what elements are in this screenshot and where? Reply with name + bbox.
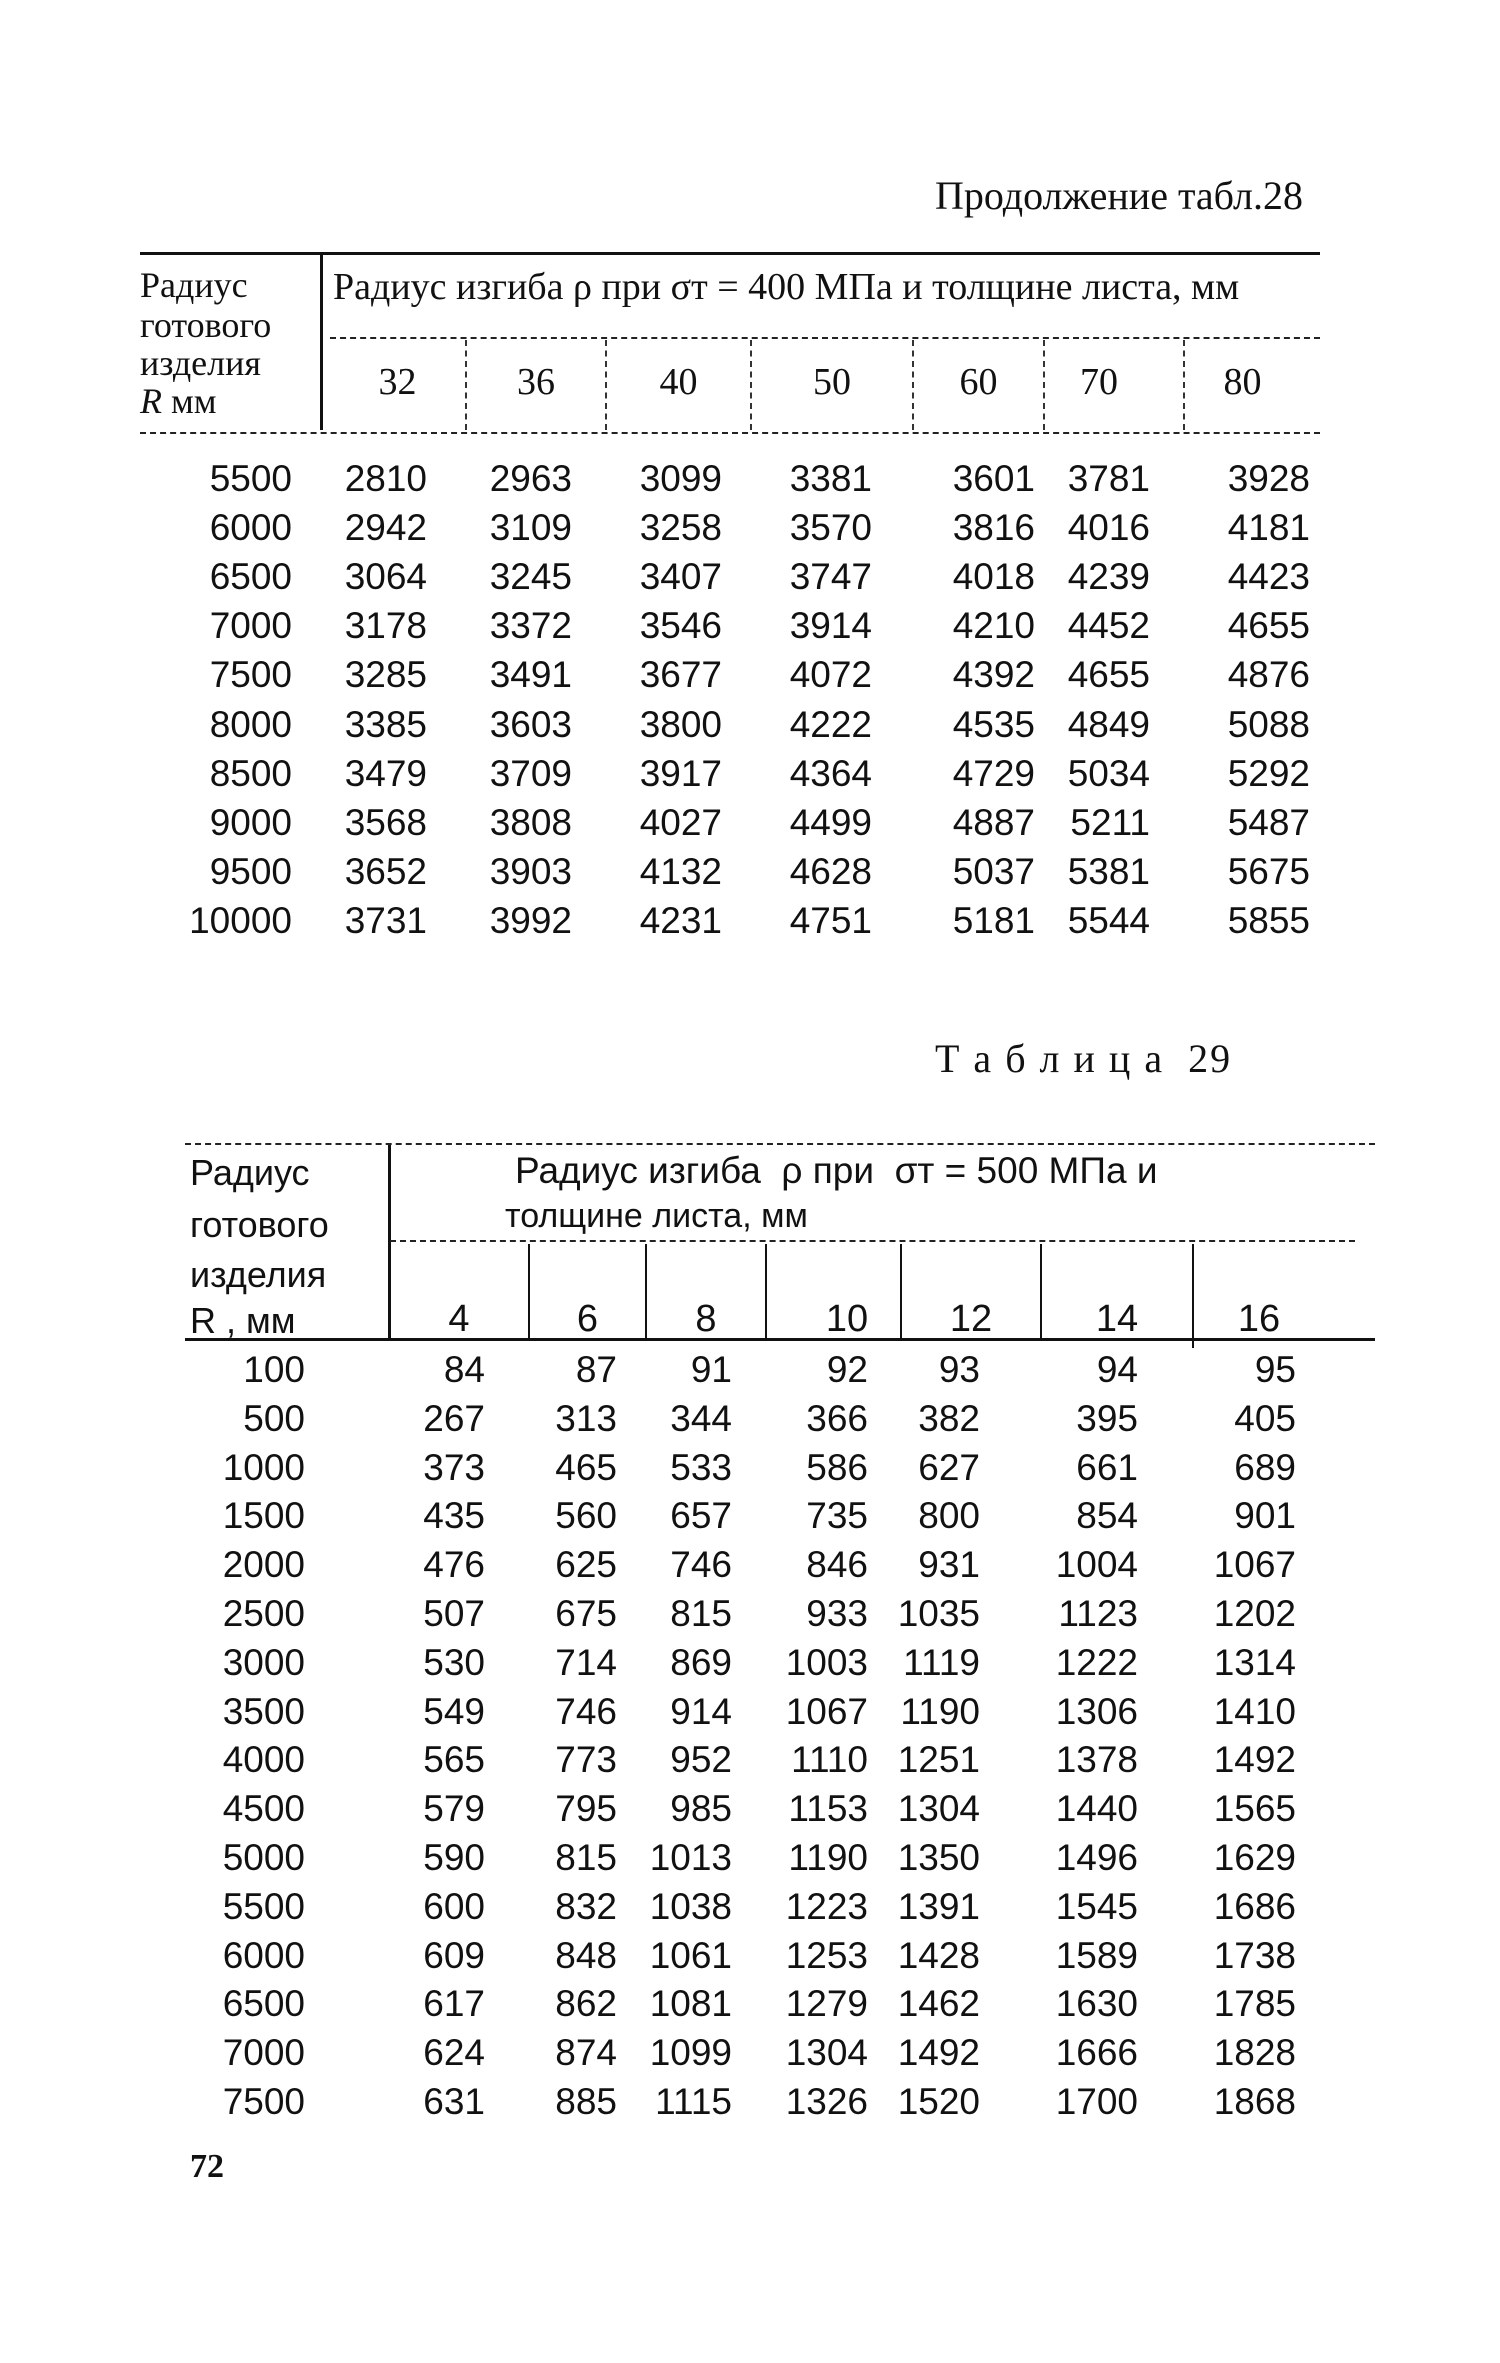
row-value-cell: 4364 bbox=[789, 752, 872, 794]
row-value-cell: 94 bbox=[1096, 1349, 1138, 1390]
row-value-cell: 5381 bbox=[1067, 850, 1150, 892]
row-value-cell: 5544 bbox=[1067, 899, 1150, 941]
row-value-cell: 586 bbox=[806, 1446, 868, 1488]
row-value-cell: 617 bbox=[423, 1983, 485, 2025]
thickness-header: 8 bbox=[695, 1298, 717, 1340]
row-value-cell: 1410 bbox=[1213, 1690, 1296, 1732]
row-value-cell: 1038 bbox=[649, 1885, 732, 1927]
row-value-cell: 1202 bbox=[1213, 1593, 1296, 1634]
row-value-cell: 91 bbox=[690, 1349, 732, 1390]
row-value-cell: 5034 bbox=[1067, 752, 1150, 794]
row-radius-cell: 2000 bbox=[222, 1544, 305, 1586]
row-value-cell: 2963 bbox=[489, 458, 572, 499]
row-value-cell: 1496 bbox=[1055, 1837, 1138, 1878]
continuation-caption: Продолжение табл.28 bbox=[935, 173, 1303, 218]
row-value-cell: 267 bbox=[423, 1397, 485, 1439]
row-value-cell: 3903 bbox=[489, 850, 572, 892]
row-value-cell: 3677 bbox=[639, 654, 722, 696]
row-value-cell: 4016 bbox=[1067, 507, 1150, 549]
row-value-cell: 84 bbox=[443, 1349, 485, 1390]
row-value-cell: 4239 bbox=[1067, 556, 1150, 598]
stub-header-line: Радиус bbox=[140, 265, 248, 305]
row-radius-cell: 8500 bbox=[209, 752, 292, 794]
row-value-cell: 1520 bbox=[897, 2081, 980, 2122]
row-radius-cell: 7500 bbox=[222, 2081, 305, 2122]
row-value-cell: 746 bbox=[555, 1690, 617, 1732]
row-value-cell: 4655 bbox=[1227, 605, 1310, 647]
page-number: 72 bbox=[190, 2148, 224, 2185]
row-value-cell: 4876 bbox=[1227, 654, 1310, 696]
row-value-cell: 3407 bbox=[639, 556, 722, 598]
row-value-cell: 1700 bbox=[1055, 2081, 1138, 2122]
row-value-cell: 5037 bbox=[952, 850, 1035, 892]
row-value-cell: 3709 bbox=[489, 752, 572, 794]
row-value-cell: 1013 bbox=[649, 1837, 732, 1878]
row-value-cell: 746 bbox=[670, 1544, 732, 1586]
row-value-cell: 689 bbox=[1234, 1446, 1296, 1488]
row-value-cell: 869 bbox=[670, 1641, 732, 1683]
row-value-cell: 4499 bbox=[789, 801, 872, 843]
row-radius-cell: 1000 bbox=[222, 1446, 305, 1488]
row-value-cell: 549 bbox=[423, 1690, 485, 1732]
row-value-cell: 874 bbox=[555, 2032, 617, 2074]
row-value-cell: 1391 bbox=[897, 1885, 980, 1927]
row-value-cell: 5675 bbox=[1227, 850, 1310, 892]
row-value-cell: 1119 bbox=[903, 1641, 980, 1683]
row-value-cell: 530 bbox=[423, 1641, 485, 1683]
thickness-header: 32 bbox=[378, 361, 417, 403]
row-value-cell: 1081 bbox=[649, 1983, 732, 2025]
row-value-cell: 631 bbox=[423, 2081, 485, 2122]
row-value-cell: 3258 bbox=[639, 507, 722, 549]
row-value-cell: 4751 bbox=[789, 899, 872, 941]
row-value-cell: 3992 bbox=[489, 899, 572, 941]
stub-header-line: Радиус bbox=[190, 1152, 310, 1193]
row-value-cell: 3800 bbox=[639, 703, 722, 745]
row-value-cell: 795 bbox=[555, 1788, 617, 1830]
header-bottom-rule bbox=[140, 432, 1320, 434]
row-value-cell: 3928 bbox=[1227, 458, 1310, 499]
row-value-cell: 815 bbox=[555, 1837, 617, 1878]
row-value-cell: 5487 bbox=[1227, 801, 1310, 843]
row-value-cell: 4222 bbox=[789, 703, 872, 745]
row-value-cell: 1350 bbox=[897, 1837, 980, 1878]
row-value-cell: 1630 bbox=[1055, 1983, 1138, 2025]
row-value-cell: 4423 bbox=[1227, 556, 1310, 598]
row-value-cell: 507 bbox=[423, 1593, 485, 1634]
row-radius-cell: 6500 bbox=[209, 556, 292, 598]
row-value-cell: 1428 bbox=[897, 1934, 980, 1976]
row-value-cell: 4210 bbox=[952, 605, 1035, 647]
row-value-cell: 4628 bbox=[789, 850, 872, 892]
row-value-cell: 1222 bbox=[1055, 1641, 1138, 1683]
row-value-cell: 1190 bbox=[900, 1690, 980, 1732]
row-value-cell: 3747 bbox=[789, 556, 872, 598]
row-value-cell: 4027 bbox=[639, 801, 722, 843]
row-value-cell: 5088 bbox=[1227, 703, 1310, 745]
thickness-header: 70 bbox=[1080, 361, 1118, 403]
row-value-cell: 476 bbox=[423, 1544, 485, 1586]
row-value-cell: 590 bbox=[423, 1837, 485, 1878]
row-value-cell: 3491 bbox=[489, 654, 572, 696]
row-value-cell: 3099 bbox=[639, 458, 722, 499]
radius-symbol: R bbox=[140, 381, 162, 421]
row-value-cell: 4018 bbox=[952, 556, 1035, 598]
row-value-cell: 4072 bbox=[789, 654, 872, 696]
row-radius-cell: 7500 bbox=[209, 654, 292, 696]
row-radius-cell: 3000 bbox=[222, 1641, 305, 1683]
table-top-rule bbox=[140, 252, 1320, 255]
row-value-cell: 627 bbox=[918, 1446, 980, 1488]
row-value-cell: 3546 bbox=[639, 605, 722, 647]
row-value-cell: 3808 bbox=[489, 801, 572, 843]
row-value-cell: 5855 bbox=[1227, 899, 1310, 941]
row-value-cell: 1153 bbox=[788, 1788, 868, 1830]
row-value-cell: 533 bbox=[670, 1446, 732, 1488]
row-value-cell: 675 bbox=[555, 1593, 617, 1634]
row-value-cell: 952 bbox=[670, 1739, 732, 1781]
row-value-cell: 5292 bbox=[1227, 752, 1310, 794]
row-value-cell: 3109 bbox=[489, 507, 572, 549]
row-value-cell: 1440 bbox=[1055, 1788, 1138, 1830]
row-value-cell: 1686 bbox=[1213, 1885, 1296, 1927]
row-value-cell: 1190 bbox=[788, 1837, 868, 1878]
thickness-header: 10 bbox=[825, 1298, 869, 1340]
row-radius-cell: 500 bbox=[243, 1397, 305, 1439]
row-value-cell: 624 bbox=[423, 2032, 485, 2074]
row-value-cell: 4132 bbox=[639, 850, 722, 892]
row-value-cell: 1666 bbox=[1055, 2032, 1138, 2074]
row-value-cell: 366 bbox=[806, 1397, 868, 1439]
table-top-rule bbox=[185, 1143, 1375, 1145]
row-radius-cell: 7000 bbox=[209, 605, 292, 647]
row-value-cell: 3372 bbox=[489, 605, 572, 647]
row-value-cell: 465 bbox=[555, 1446, 617, 1488]
stub-header-unit: R , мм bbox=[190, 1300, 296, 1341]
row-value-cell: 1004 bbox=[1055, 1544, 1138, 1586]
stub-divider bbox=[320, 252, 323, 430]
row-radius-cell: 6000 bbox=[209, 507, 292, 549]
row-value-cell: 93 bbox=[938, 1349, 980, 1390]
row-value-cell: 3603 bbox=[489, 703, 572, 745]
row-radius-cell: 7000 bbox=[222, 2032, 305, 2074]
row-value-cell: 3914 bbox=[789, 605, 872, 647]
row-value-cell: 1589 bbox=[1055, 1934, 1138, 1976]
row-value-cell: 735 bbox=[806, 1495, 868, 1537]
row-radius-cell: 2500 bbox=[222, 1593, 305, 1634]
row-value-cell: 1629 bbox=[1213, 1837, 1296, 1878]
thickness-header: 80 bbox=[1223, 361, 1262, 403]
row-value-cell: 5181 bbox=[952, 899, 1035, 941]
row-value-cell: 382 bbox=[918, 1397, 980, 1439]
stub-header-line: изделия bbox=[190, 1254, 327, 1295]
row-value-cell: 1003 bbox=[785, 1641, 868, 1683]
stub-header-line: изделия bbox=[140, 343, 261, 383]
row-value-cell: 901 bbox=[1234, 1495, 1296, 1537]
row-value-cell: 4181 bbox=[1227, 507, 1310, 549]
row-radius-cell: 5500 bbox=[209, 458, 292, 499]
row-radius-cell: 10000 bbox=[189, 899, 292, 941]
row-value-cell: 560 bbox=[555, 1495, 617, 1537]
thickness-header: 50 bbox=[813, 361, 851, 403]
row-value-cell: 885 bbox=[555, 2081, 617, 2122]
row-value-cell: 1223 bbox=[785, 1885, 868, 1927]
row-value-cell: 405 bbox=[1234, 1397, 1296, 1439]
stub-header-line: готового bbox=[190, 1204, 329, 1245]
row-value-cell: 714 bbox=[555, 1641, 617, 1683]
row-value-cell: 565 bbox=[423, 1739, 485, 1781]
row-radius-cell: 3500 bbox=[222, 1690, 305, 1732]
row-value-cell: 1279 bbox=[785, 1983, 868, 2025]
row-value-cell: 1492 bbox=[1213, 1739, 1296, 1781]
row-value-cell: 3601 bbox=[952, 458, 1035, 499]
row-value-cell: 4452 bbox=[1067, 605, 1150, 647]
row-radius-cell: 8000 bbox=[209, 703, 292, 745]
row-value-cell: 815 bbox=[670, 1593, 732, 1634]
row-value-cell: 773 bbox=[555, 1739, 617, 1781]
row-radius-cell: 9000 bbox=[209, 801, 292, 843]
thickness-header: 16 bbox=[1237, 1298, 1281, 1340]
row-value-cell: 800 bbox=[918, 1495, 980, 1537]
row-value-cell: 3479 bbox=[344, 752, 427, 794]
row-value-cell: 625 bbox=[555, 1544, 617, 1586]
row-value-cell: 373 bbox=[423, 1446, 485, 1488]
row-value-cell: 4729 bbox=[952, 752, 1035, 794]
thickness-header: 4 bbox=[448, 1298, 470, 1340]
row-value-cell: 1378 bbox=[1055, 1739, 1138, 1781]
stub-header-line: готового bbox=[140, 305, 272, 345]
row-value-cell: 435 bbox=[423, 1495, 485, 1537]
row-value-cell: 985 bbox=[670, 1788, 732, 1830]
row-value-cell: 933 bbox=[806, 1593, 868, 1634]
row-value-cell: 3816 bbox=[952, 507, 1035, 549]
row-value-cell: 1035 bbox=[897, 1593, 980, 1634]
row-value-cell: 1099 bbox=[649, 2032, 732, 2074]
row-value-cell: 1067 bbox=[785, 1690, 868, 1732]
row-value-cell: 832 bbox=[555, 1885, 617, 1927]
header-mid-rule bbox=[390, 1240, 1355, 1242]
row-value-cell: 1251 bbox=[897, 1739, 980, 1781]
row-value-cell: 609 bbox=[423, 1934, 485, 1976]
row-value-cell: 579 bbox=[423, 1788, 485, 1830]
table-29-caption: Т а б л и ц а 29 bbox=[935, 1036, 1233, 1081]
row-value-cell: 3568 bbox=[344, 801, 427, 843]
row-value-cell: 2942 bbox=[344, 507, 427, 549]
row-radius-cell: 4000 bbox=[222, 1739, 305, 1781]
span-header: Радиус изгиба ρ при σт = 400 МПа и толщине листа, мм bbox=[333, 266, 1240, 308]
row-radius-cell: 1500 bbox=[222, 1495, 305, 1537]
row-value-cell: 3381 bbox=[789, 458, 872, 499]
row-radius-cell: 9500 bbox=[209, 850, 292, 892]
row-value-cell: 1067 bbox=[1213, 1544, 1296, 1586]
thickness-header: 40 bbox=[659, 361, 698, 403]
row-value-cell: 862 bbox=[555, 1983, 617, 2025]
row-value-cell: 1061 bbox=[649, 1934, 732, 1976]
row-value-cell: 1828 bbox=[1213, 2032, 1296, 2074]
row-value-cell: 1304 bbox=[785, 2032, 868, 2074]
row-value-cell: 657 bbox=[670, 1495, 732, 1537]
row-value-cell: 1868 bbox=[1213, 2081, 1296, 2122]
row-radius-cell: 6000 bbox=[222, 1934, 305, 1976]
row-value-cell: 1314 bbox=[1213, 1641, 1296, 1683]
row-value-cell: 344 bbox=[670, 1397, 732, 1439]
thickness-header: 14 bbox=[1095, 1298, 1139, 1340]
thickness-header: 36 bbox=[517, 361, 555, 403]
row-value-cell: 3245 bbox=[489, 556, 572, 598]
row-value-cell: 2810 bbox=[344, 458, 427, 499]
row-value-cell: 1326 bbox=[785, 2081, 868, 2122]
row-value-cell: 3570 bbox=[789, 507, 872, 549]
row-value-cell: 846 bbox=[806, 1544, 868, 1586]
thickness-header: 60 bbox=[959, 361, 998, 403]
row-value-cell: 3652 bbox=[344, 850, 427, 892]
row-value-cell: 3731 bbox=[344, 899, 427, 941]
row-value-cell: 661 bbox=[1076, 1446, 1138, 1488]
row-value-cell: 600 bbox=[423, 1885, 485, 1927]
row-value-cell: 3781 bbox=[1067, 458, 1150, 499]
stub-header-unit bbox=[140, 380, 217, 422]
row-value-cell: 1462 bbox=[897, 1983, 980, 2025]
row-value-cell: 1110 bbox=[791, 1739, 868, 1781]
row-value-cell: 1306 bbox=[1055, 1690, 1138, 1732]
row-value-cell: 1253 bbox=[785, 1934, 868, 1976]
span-header-line2: толщине листа, мм bbox=[505, 1197, 808, 1235]
row-value-cell: 3178 bbox=[344, 605, 427, 647]
row-radius-cell: 6500 bbox=[222, 1983, 305, 2025]
header-mid-rule bbox=[330, 337, 1320, 339]
row-radius-cell: 5500 bbox=[222, 1885, 305, 1927]
unit-label: мм bbox=[171, 381, 217, 421]
row-value-cell: 1738 bbox=[1213, 1934, 1296, 1976]
row-value-cell: 95 bbox=[1254, 1349, 1296, 1390]
row-value-cell: 931 bbox=[918, 1544, 980, 1586]
row-value-cell: 3385 bbox=[344, 703, 427, 745]
row-value-cell: 4535 bbox=[952, 703, 1035, 745]
row-value-cell: 313 bbox=[555, 1397, 617, 1439]
row-value-cell: 3064 bbox=[344, 556, 427, 598]
row-value-cell: 395 bbox=[1076, 1397, 1138, 1439]
row-value-cell: 3285 bbox=[344, 654, 427, 696]
row-value-cell: 1785 bbox=[1213, 1983, 1296, 2025]
row-radius-cell: 100 bbox=[243, 1349, 305, 1390]
row-value-cell: 854 bbox=[1076, 1495, 1138, 1537]
row-radius-cell: 4500 bbox=[222, 1788, 305, 1830]
row-value-cell: 1545 bbox=[1055, 1885, 1138, 1927]
row-radius-cell: 5000 bbox=[222, 1837, 305, 1878]
row-value-cell: 4392 bbox=[952, 654, 1035, 696]
thickness-header: 6 bbox=[576, 1298, 599, 1340]
row-value-cell: 1123 bbox=[1058, 1593, 1138, 1634]
row-value-cell: 1565 bbox=[1213, 1788, 1296, 1830]
row-value-cell: 848 bbox=[555, 1934, 617, 1976]
row-value-cell: 914 bbox=[670, 1690, 732, 1732]
thickness-header: 12 bbox=[949, 1298, 993, 1340]
row-value-cell: 5211 bbox=[1070, 801, 1150, 843]
row-value-cell: 1115 bbox=[655, 2081, 732, 2122]
row-value-cell: 87 bbox=[575, 1349, 617, 1390]
row-value-cell: 4849 bbox=[1067, 703, 1150, 745]
row-value-cell: 3917 bbox=[639, 752, 722, 794]
row-value-cell: 92 bbox=[826, 1349, 868, 1390]
span-header-line1: Радиус изгиба ρ при σт = 500 МПа и bbox=[515, 1150, 1158, 1191]
row-value-cell: 1492 bbox=[897, 2032, 980, 2074]
row-value-cell: 4231 bbox=[639, 899, 722, 941]
row-value-cell: 1304 bbox=[897, 1788, 980, 1830]
row-value-cell: 4655 bbox=[1067, 654, 1150, 696]
row-value-cell: 4887 bbox=[952, 801, 1035, 843]
